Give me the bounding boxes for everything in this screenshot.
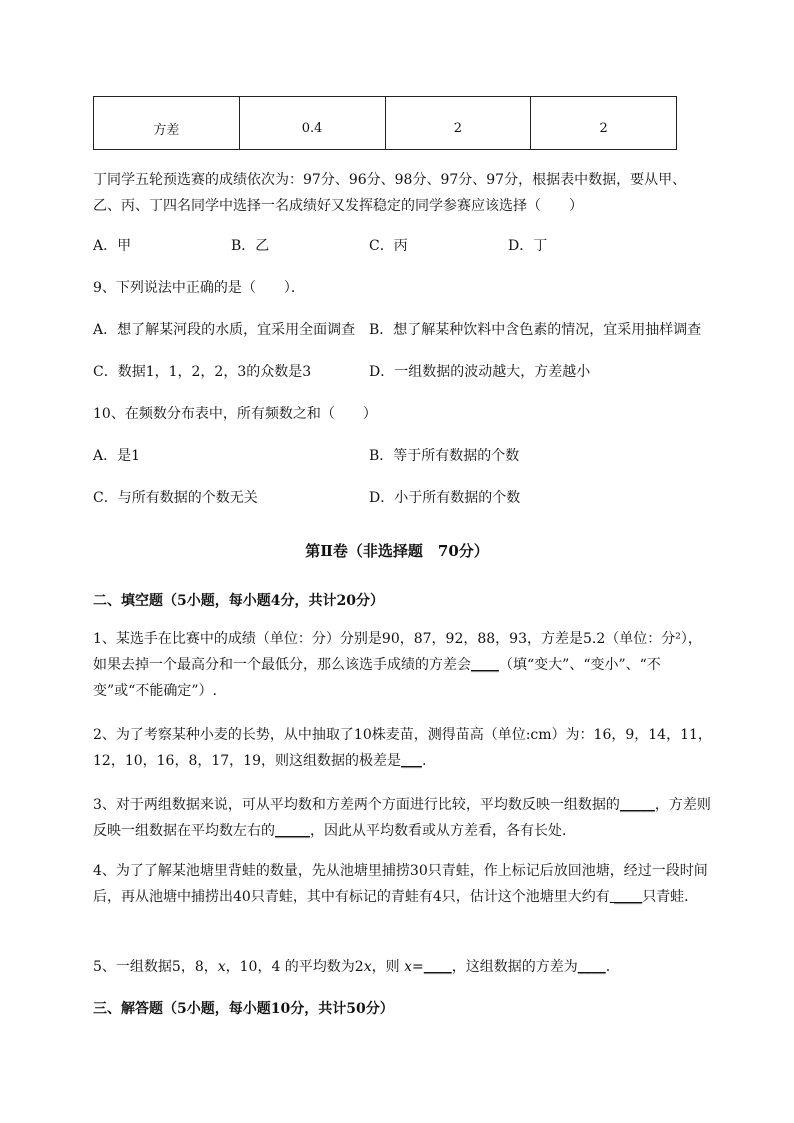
q8-stem-line2: 乙、丙、丁四名同学中选择一名成绩好又发挥稳定的同学参赛应该选择（ ） (93, 198, 583, 214)
q8-option-b: B．乙 (231, 238, 270, 254)
answer-section-heading: 三、解答题（5小题，每小题10分，共计50分） (93, 1001, 394, 1017)
fill-q4-blank: ____ (609, 889, 643, 905)
q10-option-a: A．是1 (93, 448, 141, 464)
fill-q5-text-e: ，这组数据的方差为 (451, 959, 578, 975)
fill-q5-blank2: ____ (577, 959, 606, 975)
q9-option-a: A．想了解某河段的水质，宜采用全面调查 (93, 322, 356, 338)
table-row (94, 97, 677, 150)
q9-option-b: B．想了解某种饮料中含色素的情况，宜采用抽样调查 (369, 322, 702, 338)
fill-q3-text-c: ，因此从平均数看或从方差看，各有长处． (310, 823, 576, 839)
table-cell: 0.4 (239, 97, 385, 150)
fill-q5-text-c: ，则 (371, 959, 405, 975)
fill-q1-text-a: 1、某选手在比赛中的成绩（单位：分）分别是90，87，92，88，93，方差是5.2（单位：分²），如果去掉一个最高分和一个最低分，那么该选手成绩的方差会 (93, 631, 702, 673)
fill-q4 (93, 858, 713, 910)
fill-q4-text-a: 4、为了了解某池塘里背蛙的数量，先从池塘里捕捞30只青蛙，作上标记后放回池塘，经过一段时间后，再从池塘中捕捞出40只青蛙，其中有标记的青蛙有4只，估计这个池塘里大约有 (93, 863, 708, 905)
fill-q5-text-f: . (605, 959, 611, 975)
q9-option-c: C．数据1，1，2，2，3的众数是3 (93, 364, 312, 380)
fill-q3-blank1: _____ (619, 797, 655, 813)
q10-option-b: B．等于所有数据的个数 (369, 448, 520, 464)
q10-option-c: C．与所有数据的个数无关 (93, 490, 258, 506)
q9-stem: 9、下列说法中正确的是（ ）． (93, 280, 305, 296)
fill-q5-text-d: = (412, 959, 424, 975)
fill-q1-text-b: （填“变大”、“变小”、“不变”或“不能确定”）. (93, 657, 661, 699)
q8-stem-line1: 丁同学五轮预选赛的成绩依次为：97分、96分、98分、97分、97分，根据表中数据，要从甲、 (93, 172, 687, 188)
table-row-label: 方差 (94, 97, 240, 150)
fill-q4-text-b: 只青蛙． (642, 889, 699, 905)
fill-section-heading: 二、填空题（5小题，每小题4分，共计20分） (93, 593, 384, 609)
q9-option-d: D．一组数据的波动越大，方差越小 (369, 364, 591, 380)
fill-q5-blank1: ____ (423, 959, 452, 975)
q10-option-d: D．小于所有数据的个数 (369, 490, 521, 506)
q8-option-c: C．丙 (369, 238, 408, 254)
fill-q5-text-b: ，10，4 的平均数为2 (225, 959, 364, 975)
table-cell: 2 (531, 97, 677, 150)
fill-q3-text-b: ，方差则反映一组数据在平均数左右的 (93, 797, 711, 839)
table-cell: 2 (385, 97, 531, 150)
fill-q5 (93, 954, 713, 980)
fill-q1-blank: ____ (471, 657, 499, 673)
fill-q1 (93, 626, 713, 704)
q8-option-a: A．甲 (93, 238, 132, 254)
fill-q5-var-x: x (404, 959, 412, 975)
variance-table (93, 96, 677, 150)
part2-title: 第Ⅱ卷（非选择题 70分） (305, 542, 489, 560)
fill-q3-blank2: _____ (275, 823, 310, 839)
fill-q5-var-x: x (217, 959, 226, 975)
fill-q5-var-x: x (363, 959, 372, 975)
q8-option-d: D．丁 (508, 238, 548, 254)
fill-q2-text-a: 2、为了考察某种小麦的长势，从中抽取了10株麦苗，测得苗高（单位:cm）为：16，9，14，11，12，10，16，8，17，19，则这组数据的极差是 (93, 727, 712, 769)
fill-q5-text-a: 5、一组数据5，8， (93, 959, 218, 975)
fill-q2-text-b: . (421, 753, 427, 769)
fill-q3-text-a: 3、对于两组数据来说，可从平均数和方差两个方面进行比较，平均数反映一组数据的 (93, 797, 620, 813)
fill-q3 (93, 792, 713, 844)
fill-q2 (93, 722, 713, 774)
q10-stem: 10、在频数分布表中，所有频数之和（ ） (93, 406, 377, 422)
fill-q2-blank: ___ (400, 753, 422, 769)
